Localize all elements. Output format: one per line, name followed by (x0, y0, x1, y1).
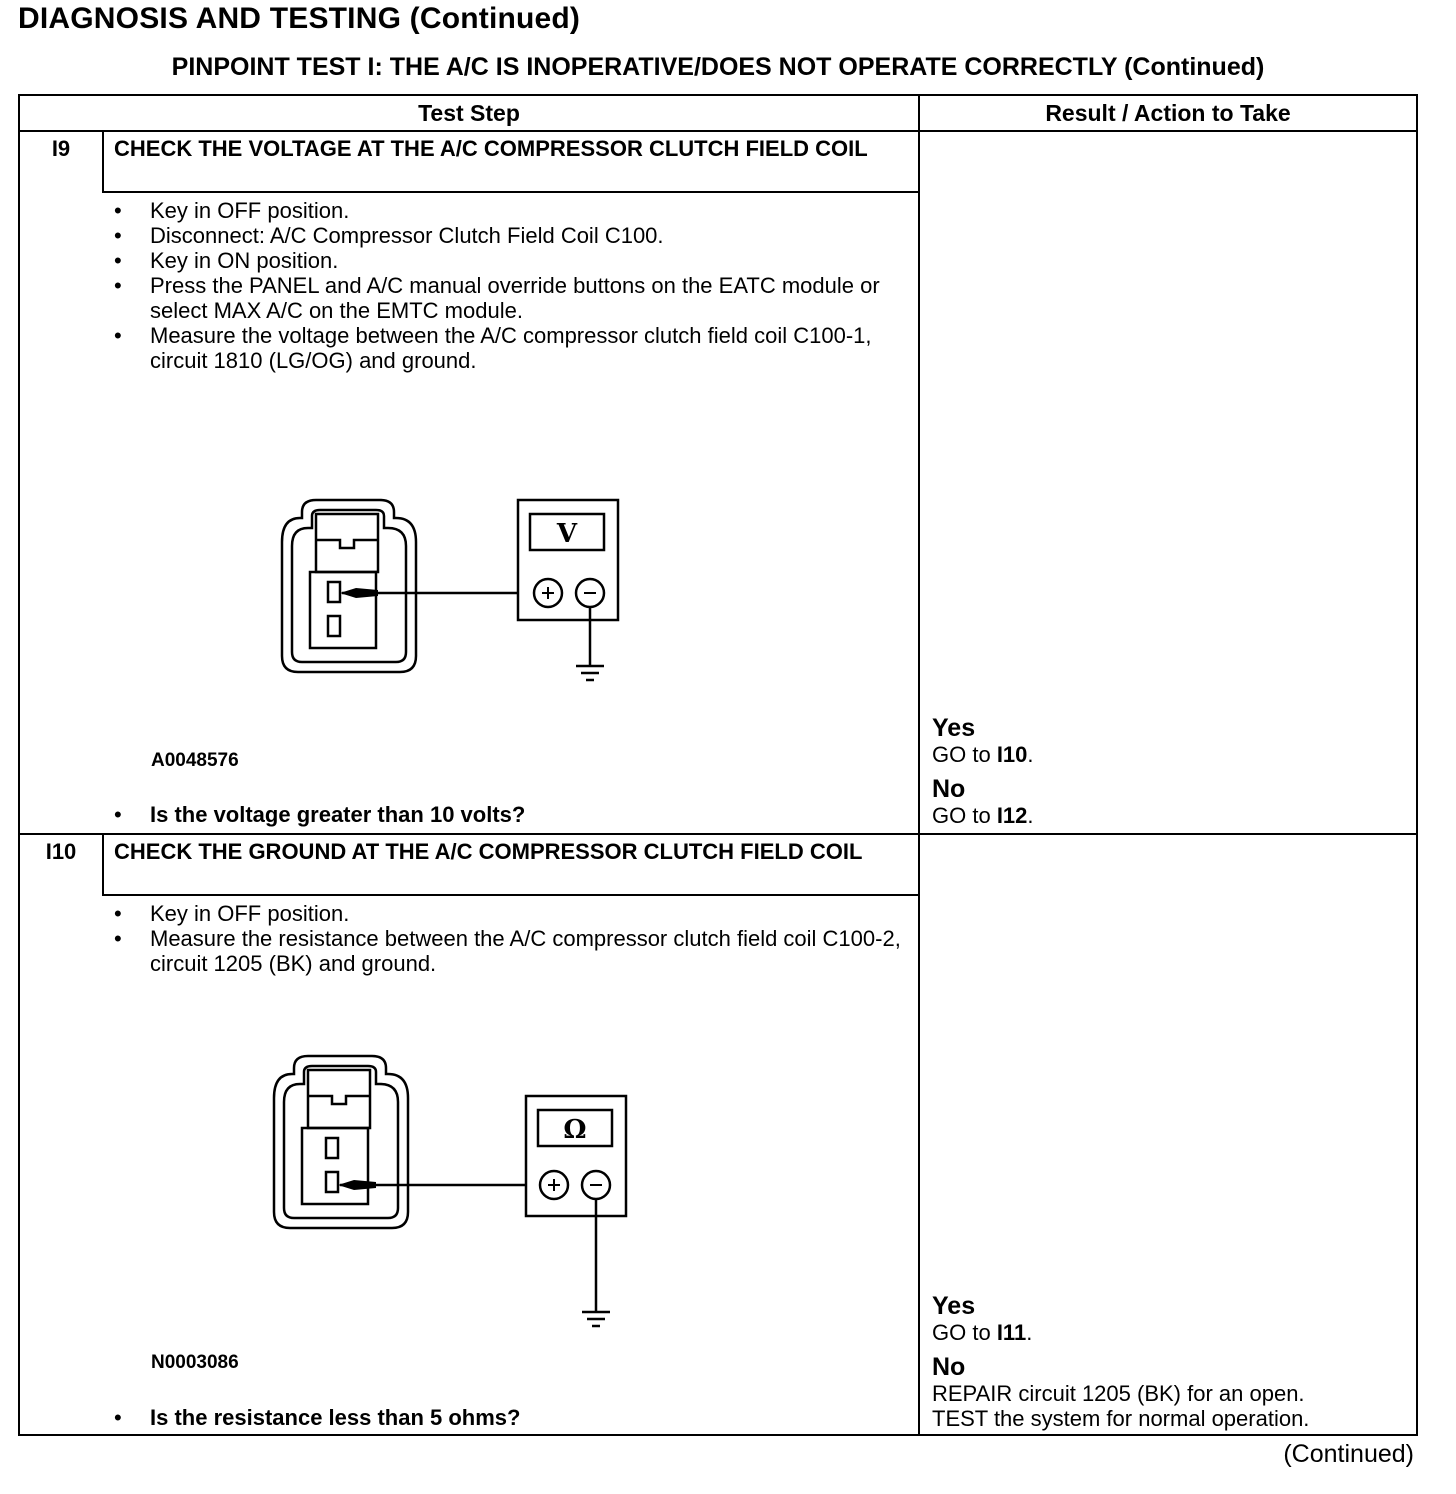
ohmmeter-diagram (270, 1054, 630, 1334)
result-no-action: GO to I12. (932, 803, 1034, 828)
column-header-test-step: Test Step (418, 100, 520, 126)
instruction-item: • Measure the resistance between the A/C compressor clutch field coil C100-2, circuit 1205 (BK) and ground. (114, 926, 914, 976)
instructions-i9 (114, 198, 904, 373)
instruction-item: • Key in ON position. (114, 248, 904, 273)
step-title-divider (102, 191, 918, 193)
instructions-i10 (114, 901, 914, 976)
probe-tip (340, 588, 378, 598)
step-id-i10: I10 (45, 839, 77, 864)
step-id-divider (102, 132, 104, 193)
instruction-item: • Key in OFF position. (114, 198, 904, 223)
goto-step-link[interactable]: I12 (996, 803, 1028, 828)
instruction-item: • Key in OFF position. (114, 901, 914, 926)
voltmeter-diagram (278, 498, 638, 688)
connector-outline (282, 500, 416, 672)
result-yes-action: GO to I11. (932, 1320, 1033, 1345)
terminal-pin-1 (326, 1138, 338, 1158)
figure-id-i10: N0003086 (151, 1352, 239, 1373)
pinpoint-test-table (18, 94, 1418, 1436)
question-i9: • Is the voltage greater than 10 volts? (114, 802, 525, 828)
instruction-item: • Measure the voltage between the A/C compressor clutch field coil C100-1, circuit 1810 (LG/OG) and ground. (114, 323, 904, 373)
connector-outline (274, 1056, 408, 1228)
continued-footer: (Continued) (1283, 1440, 1414, 1468)
column-divider (918, 96, 920, 1436)
connector-latch (316, 514, 378, 572)
terminal-pin-2 (326, 1172, 338, 1192)
question-i10: • Is the resistance less than 5 ohms? (114, 1405, 520, 1431)
step-title-divider (102, 894, 918, 896)
connector-latch (308, 1070, 370, 1128)
figure-id-i9: A0048576 (151, 750, 239, 771)
meter-symbol: V (556, 519, 578, 549)
result-no-action-repair: REPAIR circuit 1205 (BK) for an open. (932, 1381, 1305, 1406)
result-i9 (932, 714, 1412, 828)
step-id-i9: I9 (51, 136, 71, 161)
result-i10 (932, 1292, 1412, 1431)
step-id-divider (102, 835, 104, 896)
result-no-label: No (932, 775, 966, 803)
goto-step-link[interactable]: I11 (996, 1320, 1027, 1345)
result-no-action-test: TEST the system for normal operation. (932, 1406, 1310, 1431)
meter-symbol: Ω (563, 1115, 587, 1145)
goto-step-link[interactable]: I10 (996, 742, 1028, 767)
instruction-item: • Disconnect: A/C Compressor Clutch Field Coil C100. (114, 223, 904, 248)
step-divider (20, 833, 1418, 835)
terminal-pin-1 (328, 582, 340, 602)
probe-tip (338, 1180, 376, 1190)
result-yes-label: Yes (932, 714, 976, 742)
column-header-result: Result / Action to Take (1045, 100, 1291, 126)
page-title: DIAGNOSIS AND TESTING (Continued) (18, 2, 581, 35)
result-yes-action: GO to I10. (932, 742, 1034, 767)
pinpoint-test-title: PINPOINT TEST I: THE A/C IS INOPERATIVE/DOES NOT OPERATE CORRECTLY (Continued) (171, 53, 1265, 81)
terminal-cavity (310, 572, 376, 648)
step-title-i10: CHECK THE GROUND AT THE A/C COMPRESSOR CLUTCH FIELD COIL (114, 839, 863, 864)
header-divider (20, 130, 1418, 132)
result-no-label: No (932, 1353, 966, 1381)
terminal-pin-2 (328, 616, 340, 636)
step-title-i9: CHECK THE VOLTAGE AT THE A/C COMPRESSOR CLUTCH FIELD COIL (114, 136, 868, 161)
result-yes-label: Yes (932, 1292, 976, 1320)
instruction-item: • Press the PANEL and A/C manual override buttons on the EATC module or select MAX A/C on the EMTC module. (114, 273, 904, 323)
